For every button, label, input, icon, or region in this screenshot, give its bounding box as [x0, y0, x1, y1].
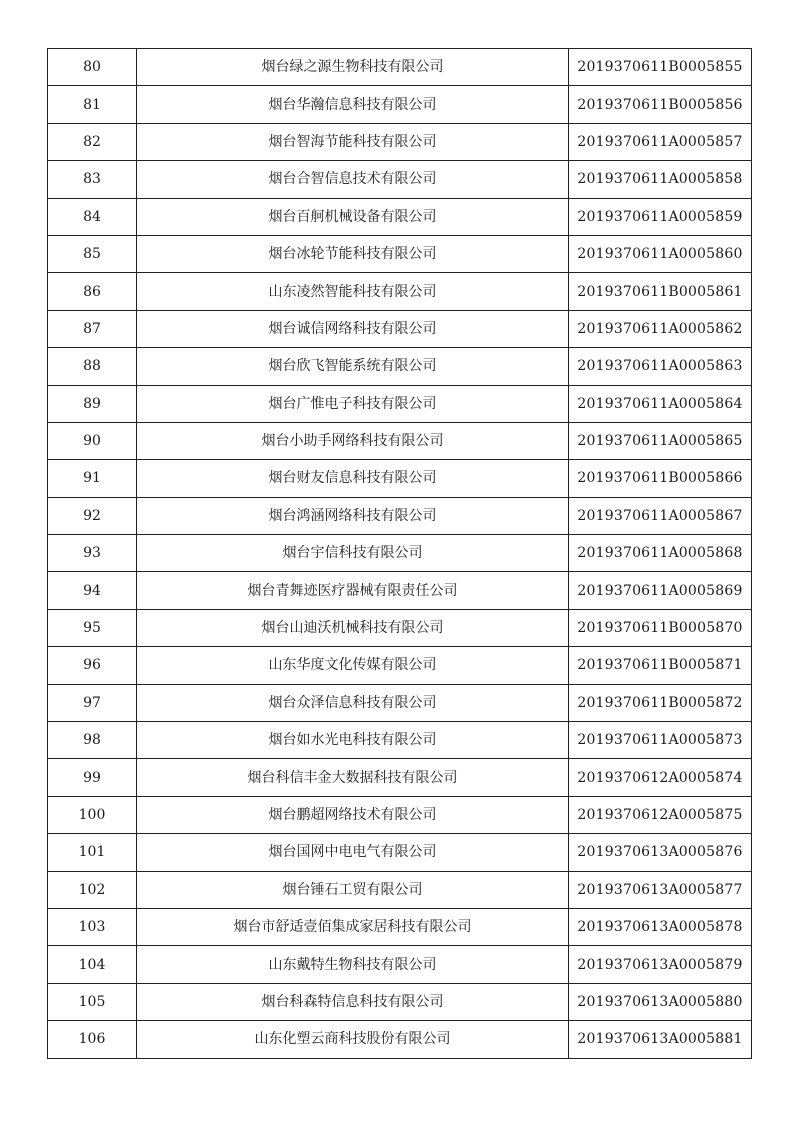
- company-name-cell: 烟台科信丰金大数据科技有限公司: [137, 759, 569, 796]
- company-name-cell: 烟台如水光电科技有限公司: [137, 722, 569, 759]
- company-name-cell: 烟台国网中电电气有限公司: [137, 834, 569, 871]
- registration-code-cell: 2019370611A0005867: [569, 497, 752, 534]
- row-number-cell: 91: [48, 460, 137, 497]
- row-number-cell: 88: [48, 348, 137, 385]
- table-row: [48, 460, 752, 497]
- company-name-cell: 烟台绿之源生物科技有限公司: [137, 49, 569, 86]
- row-number-cell: 105: [48, 983, 137, 1020]
- row-number-cell: 86: [48, 273, 137, 310]
- table-row: [48, 1021, 752, 1058]
- table-row: [48, 348, 752, 385]
- table-row: [48, 609, 752, 646]
- table-row: [48, 722, 752, 759]
- row-number-cell: 90: [48, 422, 137, 459]
- table-row: [48, 86, 752, 123]
- company-name-cell: 烟台锤石工贸有限公司: [137, 871, 569, 908]
- registration-code-cell: 2019370611A0005869: [569, 572, 752, 609]
- row-number-cell: 97: [48, 684, 137, 721]
- row-number-cell: 89: [48, 385, 137, 422]
- registration-code-cell: 2019370613A0005880: [569, 983, 752, 1020]
- company-name-cell: 烟台小助手网络科技有限公司: [137, 422, 569, 459]
- table-row: [48, 871, 752, 908]
- company-name-cell: 烟台青舞迹医疗器械有限责任公司: [137, 572, 569, 609]
- company-name-cell: 烟台鸿涵网络科技有限公司: [137, 497, 569, 534]
- table-row: [48, 796, 752, 833]
- table-row: [48, 759, 752, 796]
- registration-code-cell: 2019370611A0005863: [569, 348, 752, 385]
- row-number-cell: 100: [48, 796, 137, 833]
- table-row: [48, 123, 752, 160]
- table-row: [48, 385, 752, 422]
- registration-code-cell: 2019370613A0005877: [569, 871, 752, 908]
- row-number-cell: 101: [48, 834, 137, 871]
- company-name-cell: 烟台诚信网络科技有限公司: [137, 310, 569, 347]
- registration-code-cell: 2019370611A0005865: [569, 422, 752, 459]
- company-name-cell: 烟台鹏超网络技术有限公司: [137, 796, 569, 833]
- row-number-cell: 96: [48, 647, 137, 684]
- registration-code-cell: 2019370611A0005868: [569, 535, 752, 572]
- table-row: [48, 497, 752, 534]
- row-number-cell: 82: [48, 123, 137, 160]
- row-number-cell: 83: [48, 161, 137, 198]
- row-number-cell: 94: [48, 572, 137, 609]
- company-name-cell: 烟台华瀚信息科技有限公司: [137, 86, 569, 123]
- registration-code-cell: 2019370611A0005873: [569, 722, 752, 759]
- company-name-cell: 烟台广惟电子科技有限公司: [137, 385, 569, 422]
- registration-code-cell: 2019370611A0005857: [569, 123, 752, 160]
- company-name-cell: 山东华度文化传媒有限公司: [137, 647, 569, 684]
- registry-table: [47, 48, 752, 1059]
- company-name-cell: 山东凌然智能科技有限公司: [137, 273, 569, 310]
- company-name-cell: 烟台财友信息科技有限公司: [137, 460, 569, 497]
- registration-code-cell: 2019370611B0005861: [569, 273, 752, 310]
- registration-code-cell: 2019370613A0005881: [569, 1021, 752, 1058]
- company-name-cell: 山东戴特生物科技有限公司: [137, 946, 569, 983]
- registration-code-cell: 2019370612A0005874: [569, 759, 752, 796]
- registration-code-cell: 2019370611B0005871: [569, 647, 752, 684]
- registration-code-cell: 2019370611A0005859: [569, 198, 752, 235]
- registration-code-cell: 2019370611B0005870: [569, 609, 752, 646]
- table-row: [48, 198, 752, 235]
- table-row: [48, 647, 752, 684]
- row-number-cell: 102: [48, 871, 137, 908]
- registration-code-cell: 2019370611A0005860: [569, 235, 752, 272]
- registration-code-cell: 2019370611A0005864: [569, 385, 752, 422]
- registration-code-cell: 2019370613A0005878: [569, 908, 752, 945]
- registration-code-cell: 2019370611B0005856: [569, 86, 752, 123]
- row-number-cell: 81: [48, 86, 137, 123]
- row-number-cell: 85: [48, 235, 137, 272]
- registration-code-cell: 2019370612A0005875: [569, 796, 752, 833]
- registration-code-cell: 2019370613A0005879: [569, 946, 752, 983]
- company-name-cell: 山东化塑云商科技股份有限公司: [137, 1021, 569, 1058]
- table-row: [48, 908, 752, 945]
- table-row: [48, 983, 752, 1020]
- registry-table-body: [48, 49, 752, 1059]
- table-row: [48, 535, 752, 572]
- company-name-cell: 烟台智海节能科技有限公司: [137, 123, 569, 160]
- row-number-cell: 84: [48, 198, 137, 235]
- company-name-cell: 烟台百舸机械设备有限公司: [137, 198, 569, 235]
- table-row: [48, 49, 752, 86]
- row-number-cell: 80: [48, 49, 137, 86]
- registration-code-cell: 2019370611B0005866: [569, 460, 752, 497]
- company-name-cell: 烟台合智信息技术有限公司: [137, 161, 569, 198]
- row-number-cell: 99: [48, 759, 137, 796]
- company-name-cell: 烟台宇信科技有限公司: [137, 535, 569, 572]
- company-name-cell: 烟台众泽信息科技有限公司: [137, 684, 569, 721]
- registration-code-cell: 2019370611B0005872: [569, 684, 752, 721]
- row-number-cell: 93: [48, 535, 137, 572]
- company-name-cell: 烟台山迪沃机械科技有限公司: [137, 609, 569, 646]
- company-name-cell: 烟台科森特信息科技有限公司: [137, 983, 569, 1020]
- row-number-cell: 104: [48, 946, 137, 983]
- row-number-cell: 106: [48, 1021, 137, 1058]
- table-row: [48, 946, 752, 983]
- company-name-cell: 烟台欣飞智能系统有限公司: [137, 348, 569, 385]
- company-name-cell: 烟台市舒适壹佰集成家居科技有限公司: [137, 908, 569, 945]
- table-row: [48, 161, 752, 198]
- table-row: [48, 235, 752, 272]
- registration-code-cell: 2019370613A0005876: [569, 834, 752, 871]
- registration-code-cell: 2019370611B0005855: [569, 49, 752, 86]
- table-row: [48, 572, 752, 609]
- row-number-cell: 95: [48, 609, 137, 646]
- table-row: [48, 422, 752, 459]
- table-row: [48, 310, 752, 347]
- company-name-cell: 烟台冰轮节能科技有限公司: [137, 235, 569, 272]
- registration-code-cell: 2019370611A0005862: [569, 310, 752, 347]
- row-number-cell: 98: [48, 722, 137, 759]
- row-number-cell: 92: [48, 497, 137, 534]
- row-number-cell: 87: [48, 310, 137, 347]
- table-row: [48, 834, 752, 871]
- registration-code-cell: 2019370611A0005858: [569, 161, 752, 198]
- table-row: [48, 273, 752, 310]
- table-row: [48, 684, 752, 721]
- row-number-cell: 103: [48, 908, 137, 945]
